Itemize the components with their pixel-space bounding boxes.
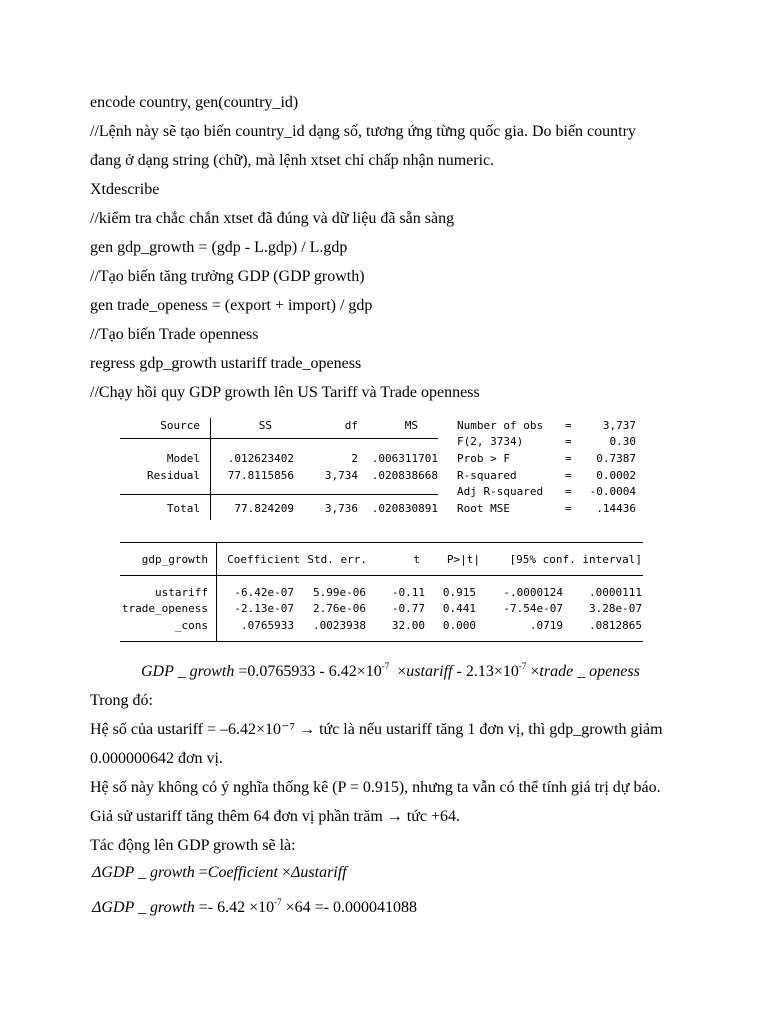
explain-line-6: Tác động lên GDP growth sẽ là: <box>90 837 296 854</box>
coef-t-ustariff: -0.11 <box>391 586 425 599</box>
stat-label-nobs: Number of obs <box>457 419 544 432</box>
delta2-n: 64 <box>294 899 311 916</box>
delta1-rhs1: Coefficient <box>207 864 278 881</box>
code-line-xtdescribe: Xtdescribe <box>90 181 160 198</box>
delta2-exp: -7 <box>274 897 282 907</box>
equation-lhs: GDP _ growth <box>141 663 235 680</box>
equation-var-1: ustariff <box>406 663 453 680</box>
equation-base-2: 10 <box>502 663 519 680</box>
stat-label-adjr2: Adj R-squared <box>457 485 544 498</box>
anova-ss-total: 77.824209 <box>234 502 294 515</box>
stat-value-nobs: 3,737 <box>602 419 636 432</box>
code-line-gdp-growth: gen gdp_growth = (gdp - L.gdp) / L.gdp <box>90 239 348 256</box>
anova-df-model: 2 <box>351 452 358 465</box>
coef-value-ustariff: -6.42e-07 <box>234 586 294 599</box>
delta1-rhs2: Δustariff <box>291 864 347 881</box>
anova-header-df: df <box>344 419 358 432</box>
equation-minus-2: - <box>456 663 462 680</box>
coef-p-ustariff: 0.915 <box>442 586 476 599</box>
coef-t-cons: 32.00 <box>391 619 425 632</box>
stat-value-rmse: .14436 <box>596 502 636 515</box>
coef-value-cons: .0765933 <box>241 619 294 632</box>
stat-eq-nobs: = <box>565 419 572 432</box>
stat-eq-probf: = <box>565 452 572 465</box>
coef-lo-ustariff: -.0000124 <box>503 586 563 599</box>
stat-value-f: 0.30 <box>609 435 636 448</box>
explain-line-4: Hệ số này không có ý nghĩa thống kê (P = 0.915), nhưng ta vẫn có thể tính giá trị dự báo. <box>90 779 661 796</box>
explain-line-3: 0.000000642 đơn vị. <box>90 750 223 767</box>
coef-se-cons: .0023938 <box>313 619 366 632</box>
comment-line-encode-2: đang ở dạng string (chữ), mà lệnh xtset chỉ chấp nhận numeric. <box>90 152 495 169</box>
coef-se-trade-openess: 2.76e-06 <box>313 602 366 615</box>
equation-times-2: × <box>397 663 407 680</box>
anova-header-ss: SS <box>258 419 272 432</box>
code-line-regress: regress gdp_growth ustariff trade_openess <box>90 355 362 372</box>
coef-var-cons: _cons <box>174 619 208 632</box>
delta2-coef: 6.42 <box>217 899 246 916</box>
equation-exp-1: -7 <box>381 661 390 671</box>
coef-t-trade-openess: -0.77 <box>391 602 425 615</box>
stat-value-adjr2: -0.0004 <box>589 485 636 498</box>
delta2-lhs: ΔGDP _ growth <box>92 899 195 916</box>
anova-ss-residual: 77.8115856 <box>227 469 294 482</box>
stat-value-r2: 0.0002 <box>596 469 636 482</box>
delta1-lhs: ΔGDP _ growth <box>92 864 195 881</box>
anova-ss-model: .012623402 <box>227 452 294 465</box>
coef-p-cons: 0.000 <box>442 619 476 632</box>
coef-hi-trade-openess: 3.28e-07 <box>589 602 642 615</box>
stat-label-probf: Prob > F <box>457 452 510 465</box>
coef-var-ustariff: ustariff <box>155 586 208 599</box>
stat-eq-f: = <box>565 435 572 448</box>
coef-header-se: Std. err. <box>307 553 367 566</box>
explain-line-2: Hệ số của ustariff = –6.42×10⁻⁷ → tức là nếu ustariff tăng 1 đơn vị, thì gdp_growth giảm <box>90 721 663 738</box>
coef-hi-cons: .0812865 <box>589 619 642 632</box>
anova-ms-residual: .020838668 <box>371 469 438 482</box>
equation-exp-2: -7 <box>518 661 527 671</box>
delta1-equals: = <box>198 864 208 881</box>
delta-equation-numeric <box>92 897 417 917</box>
comment-line-gdp-growth: //Tạo biến tăng trưởng GDP (GDP growth) <box>90 268 365 285</box>
delta2-result: - 0.000041088 <box>323 899 418 916</box>
coef-header-coef: Coefficient <box>227 553 300 566</box>
equation-coef-2: 2.13 <box>465 663 494 680</box>
delta1-times: × <box>281 864 291 881</box>
delta2-equals-2: = <box>314 899 324 916</box>
anova-source-model: Model <box>166 452 200 465</box>
delta-equation-general <box>92 864 347 882</box>
comment-line-regress: //Chạy hồi quy GDP growth lên US Tariff và Trade openness <box>90 384 480 401</box>
delta2-times-2: × <box>285 899 295 916</box>
code-line-trade-openess: gen trade_openess = (export + import) / gdp <box>90 297 373 314</box>
stat-value-probf: 0.7387 <box>596 452 636 465</box>
comment-line-xtset: //kiểm tra chắc chắn xtset đã đúng và dữ liệu đã sẵn sàng <box>90 210 455 227</box>
delta2-minus: - <box>207 899 214 916</box>
coef-header-t: t <box>413 553 420 566</box>
equation-base-1: 10 <box>365 663 382 680</box>
stat-eq-r2: = <box>565 469 572 482</box>
equation-minus-1: - <box>319 663 325 680</box>
coef-var-trade-openess: trade_openess <box>121 602 208 615</box>
stat-eq-rmse: = <box>565 502 572 515</box>
delta2-base: 10 <box>258 899 275 916</box>
coef-lo-cons: .0719 <box>529 619 563 632</box>
equation-times-4: × <box>530 663 540 680</box>
delta2-times-1: × <box>249 899 259 916</box>
coef-header-var: gdp_growth <box>141 553 208 566</box>
anova-header-ms: MS <box>404 419 418 432</box>
anova-source-total: Total <box>166 502 200 515</box>
stat-label-r2: R-squared <box>457 469 517 482</box>
coef-header-ci: [95% conf. interval] <box>509 553 642 566</box>
explain-line-5: Giả sử ustariff tăng thêm 64 đơn vị phần trăm → tức +64. <box>90 808 461 825</box>
coef-se-ustariff: 5.99e-06 <box>313 586 366 599</box>
coef-lo-trade-openess: -7.54e-07 <box>503 602 563 615</box>
anova-ms-model: .006311701 <box>371 452 438 465</box>
equation-equals: = <box>238 663 248 680</box>
equation-var-2: trade _ openess <box>539 663 640 680</box>
anova-df-total: 3,736 <box>324 502 358 515</box>
coef-p-trade-openess: 0.441 <box>442 602 476 615</box>
code-line-encode: encode country, gen(country_id) <box>90 94 299 111</box>
anova-ms-total: .020830891 <box>371 502 438 515</box>
stat-eq-adjr2: = <box>565 485 572 498</box>
coef-hi-ustariff: .0000111 <box>589 586 642 599</box>
equation-constant: 0.0765933 <box>247 663 316 680</box>
equation-coef-1: 6.42 <box>328 663 357 680</box>
stat-label-rmse: Root MSE <box>457 502 510 515</box>
comment-line-trade-openess: //Tạo biến Trade openness <box>90 326 259 343</box>
regression-equation <box>141 661 640 681</box>
equation-times-3: × <box>493 663 503 680</box>
stat-label-f: F(2, 3734) <box>457 435 524 448</box>
explain-line-1: Trong đó: <box>90 692 153 709</box>
anova-source-residual: Residual <box>147 469 200 482</box>
anova-header-source: Source <box>160 419 200 432</box>
comment-line-encode-1: //Lệnh này sẽ tạo biến country_id dạng số, tương ứng từng quốc gia. Do biến country <box>90 123 636 140</box>
coef-value-trade-openess: -2.13e-07 <box>234 602 294 615</box>
anova-df-residual: 3,734 <box>324 469 358 482</box>
coef-header-p: P>|t| <box>446 553 480 566</box>
delta2-equals: = <box>198 899 208 916</box>
equation-times-1: × <box>356 663 366 680</box>
